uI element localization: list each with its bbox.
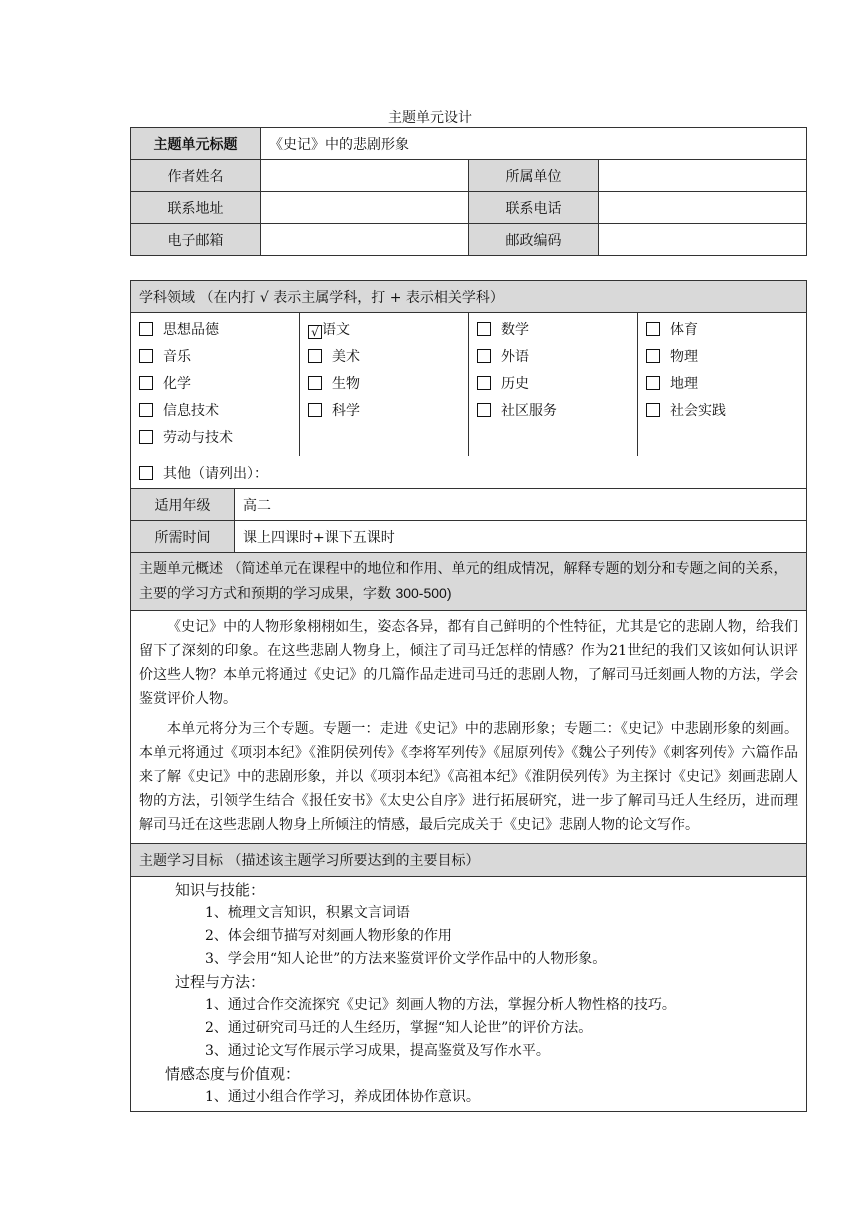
goal-item: 2、体会细节描写对刻画人物形象的作用 bbox=[205, 928, 452, 944]
zip-field[interactable] bbox=[599, 224, 807, 256]
subjects-col-2 bbox=[300, 313, 469, 457]
checkbox-icon[interactable] bbox=[139, 349, 153, 363]
email-field[interactable] bbox=[261, 224, 469, 256]
checked-checkbox-icon[interactable]: √ bbox=[308, 325, 322, 339]
checkbox-icon[interactable] bbox=[477, 349, 491, 363]
checkbox-icon[interactable] bbox=[477, 376, 491, 390]
checkbox-icon[interactable] bbox=[477, 322, 491, 336]
subject-item-chinese[interactable]: √ 语文 bbox=[308, 317, 460, 344]
goal-process-title: 过程与方法： bbox=[175, 973, 266, 991]
subject-item[interactable]: 数学 bbox=[477, 317, 629, 344]
subject-item[interactable]: 地理 bbox=[646, 371, 798, 398]
goal-item: 1、通过小组合作学习，养成团体协作意识。 bbox=[205, 1089, 480, 1105]
subject-item[interactable]: 劳动与技术 bbox=[139, 425, 291, 452]
goals-header: 主题学习目标 （描述该主题学习所要达到的主要目标） bbox=[131, 844, 807, 877]
goal-knowledge-title: 知识与技能： bbox=[175, 881, 266, 899]
goal-item: 1、梳理文言知识，积累文言词语 bbox=[205, 905, 410, 921]
overview-paragraph-1: 《史记》中的人物形象栩栩如生，姿态各异，都有自己鲜明的个性特征，尤其是它的悲剧人物，给我们留下了深刻的印象。在这些悲剧人物身上，倾注了司马迁怎样的情感？作为21世纪的我们又该如何认识评价这些人物？本单元将通过《史记》的几篇作品走进司马迁的悲剧人物，了解司马迁刻画人物的方法，学会鉴赏评价人物。 bbox=[139, 619, 799, 707]
checkbox-icon[interactable] bbox=[308, 376, 322, 390]
goal-item: 3、通过论文写作展示学习成果，提高鉴赏及写作水平。 bbox=[205, 1043, 550, 1059]
subject-item[interactable]: 物理 bbox=[646, 344, 798, 371]
checkbox-icon[interactable] bbox=[139, 376, 153, 390]
address-field[interactable] bbox=[261, 192, 469, 224]
goal-item: 1、通过合作交流探究《史记》刻画人物的方法，掌握分析人物性格的技巧。 bbox=[205, 997, 676, 1013]
goal-item: 2、通过研究司马迁的人生经历，掌握“知人论世”的评价方法。 bbox=[205, 1020, 593, 1036]
phone-label: 联系电话 bbox=[469, 192, 599, 224]
grade-label: 适用年级 bbox=[131, 489, 235, 521]
subject-item[interactable]: 化学 bbox=[139, 371, 291, 398]
checkbox-icon[interactable] bbox=[139, 430, 153, 444]
subjects-col-1 bbox=[131, 313, 300, 457]
checkbox-icon[interactable] bbox=[308, 403, 322, 417]
subject-item[interactable]: 历史 bbox=[477, 371, 629, 398]
checkbox-icon[interactable] bbox=[139, 403, 153, 417]
goal-item: 3、学会用“知人论世”的方法来鉴赏评价文学作品中的人物形象。 bbox=[205, 951, 607, 967]
time-label: 所需时间 bbox=[131, 521, 235, 553]
goals-body bbox=[131, 877, 807, 1112]
subject-item[interactable]: 体育 bbox=[646, 317, 798, 344]
zip-label: 邮政编码 bbox=[469, 224, 599, 256]
checkbox-icon[interactable] bbox=[646, 349, 660, 363]
author-label: 作者姓名 bbox=[131, 160, 261, 192]
subject-item[interactable]: 思想品德 bbox=[139, 317, 291, 344]
checkbox-icon[interactable] bbox=[646, 403, 660, 417]
subject-item[interactable]: 生物 bbox=[308, 371, 460, 398]
time-value[interactable]: 课上四课时+课下五课时 bbox=[235, 521, 807, 553]
subjects-col-4 bbox=[638, 313, 807, 457]
title-label: 主题单元标题 bbox=[131, 128, 261, 160]
unit-label: 所属单位 bbox=[469, 160, 599, 192]
overview-body bbox=[131, 611, 807, 844]
unit-field[interactable] bbox=[599, 160, 807, 192]
subject-item[interactable]: 信息技术 bbox=[139, 398, 291, 425]
checkbox-icon[interactable] bbox=[139, 466, 153, 480]
email-label: 电子邮箱 bbox=[131, 224, 261, 256]
checkbox-icon[interactable] bbox=[646, 376, 660, 390]
checkbox-icon[interactable] bbox=[308, 349, 322, 363]
goal-emotion-title: 情感态度与价值观： bbox=[165, 1065, 301, 1083]
subjects-header: 学科领域 （在内打 √ 表示主属学科，打 + 表示相关学科） bbox=[131, 281, 807, 313]
subject-item[interactable]: 外语 bbox=[477, 344, 629, 371]
checkbox-icon[interactable] bbox=[139, 322, 153, 336]
grade-value[interactable]: 高二 bbox=[235, 489, 807, 521]
phone-field[interactable] bbox=[599, 192, 807, 224]
info-table bbox=[130, 127, 807, 256]
author-field[interactable] bbox=[261, 160, 469, 192]
checkbox-icon[interactable] bbox=[477, 403, 491, 417]
checkbox-icon[interactable] bbox=[646, 322, 660, 336]
subject-other[interactable]: 其他（请列出）： bbox=[131, 456, 807, 489]
subjects-col-3 bbox=[469, 313, 638, 457]
subject-item[interactable]: 音乐 bbox=[139, 344, 291, 371]
subject-item[interactable]: 社会实践 bbox=[646, 398, 798, 425]
overview-paragraph-2: 本单元将分为三个专题。专题一：走进《史记》中的悲剧形象；专题二：《史记》中悲剧形象的刻画。本单元将通过《项羽本纪》《淮阴侯列传》《李将军列传》《屈原列传》《魏公子列传》《刺客列传》六篇作品来了解《史记》中的悲剧形象，并以《项羽本纪》《高祖本纪》《淮阴侯列传》为主探讨《史记》刻画悲剧人物的方法，引领学生结合《报任安书》《太史公自序》进行拓展研究，进一步了解司马迁人生经历，进而理解司马迁在这些悲剧人物身上所倾注的情感，最后完成关于《史记》悲剧人物的论文写作。 bbox=[139, 721, 799, 833]
subject-item[interactable]: 美术 bbox=[308, 344, 460, 371]
subject-item[interactable]: 科学 bbox=[308, 398, 460, 425]
document-title: 主题单元设计 bbox=[388, 110, 472, 126]
design-table bbox=[130, 280, 807, 1112]
overview-header: 主题单元概述 （简述单元在课程中的地位和作用、单元的组成情况，解释专题的划分和专题之间的关系，主要的学习方式和预期的学习成果，字数 300-500) bbox=[131, 553, 807, 611]
subject-item[interactable]: 社区服务 bbox=[477, 398, 629, 425]
title-value[interactable]: 《史记》中的悲剧形象 bbox=[261, 128, 807, 160]
address-label: 联系地址 bbox=[131, 192, 261, 224]
